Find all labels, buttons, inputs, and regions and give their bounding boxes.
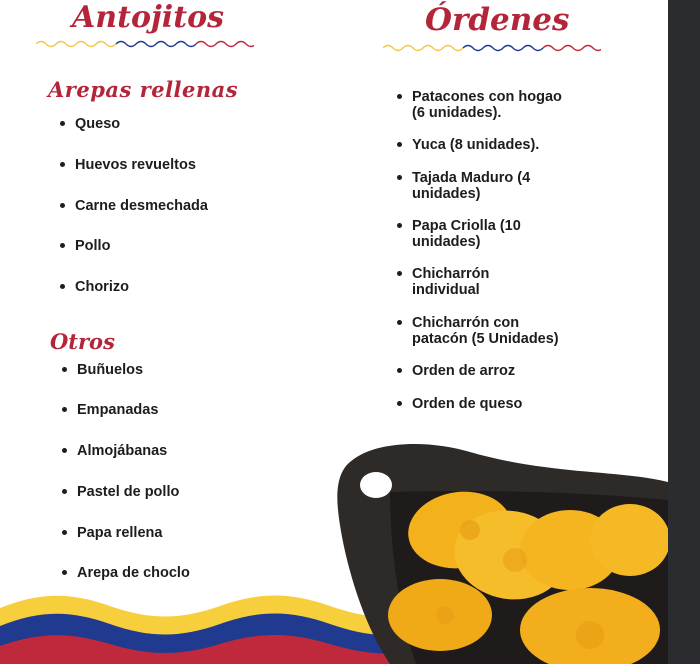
list-item <box>412 137 539 153</box>
list-item <box>412 170 530 202</box>
arepas-rellenas-heading: Arepas rellenas <box>48 77 239 102</box>
list-item-line: Yuca (8 unidades). <box>412 137 540 153</box>
list-item <box>412 89 562 121</box>
title-underline-wave-left <box>36 38 254 50</box>
list-item: Queso <box>75 116 121 132</box>
list-item-line: Chicharrón con <box>412 315 520 331</box>
title-underline-wave-right <box>383 42 601 54</box>
list-item-line: Papa Criolla (10 <box>412 218 521 234</box>
list-item: Buñuelos <box>77 362 144 378</box>
list-item <box>412 315 559 347</box>
list-item-line: (6 unidades). <box>412 105 502 121</box>
ordenes-title: Órdenes <box>425 2 570 38</box>
list-item: Pastel de pollo <box>77 484 180 500</box>
antojitos-title: Antojitos <box>72 0 224 35</box>
list-item: Papa rellena <box>77 525 163 541</box>
list-item: Almojábanas <box>77 443 168 459</box>
list-item: Chorizo <box>75 279 129 295</box>
list-item-line: patacón (5 Unidades) <box>412 331 559 347</box>
list-item <box>412 363 515 379</box>
list-item <box>412 396 522 412</box>
list-item-line: Chicharrón <box>412 266 490 282</box>
list-item <box>412 266 489 298</box>
list-item: Carne desmechada <box>75 198 208 214</box>
list-item: Pollo <box>75 238 111 254</box>
list-item-line: Patacones con hogao <box>412 89 562 105</box>
list-item-line: unidades) <box>412 234 481 250</box>
list-item: Arepa de choclo <box>77 565 190 581</box>
list-item: Huevos revueltos <box>75 157 196 173</box>
list-item: Empanadas <box>77 402 159 418</box>
list-item <box>412 218 521 250</box>
otros-heading: Otros <box>50 329 115 354</box>
list-item-line: Orden de arroz <box>412 363 516 379</box>
bowl-handle-hole <box>360 472 392 498</box>
list-item-line: individual <box>412 282 480 298</box>
viewer-dark-edge <box>668 0 700 664</box>
patacones-bowl-image <box>320 430 668 664</box>
list-item-line: Orden de queso <box>412 396 523 412</box>
list-item-line: Tajada Maduro (4 <box>412 170 531 186</box>
list-item-line: unidades) <box>412 186 481 202</box>
